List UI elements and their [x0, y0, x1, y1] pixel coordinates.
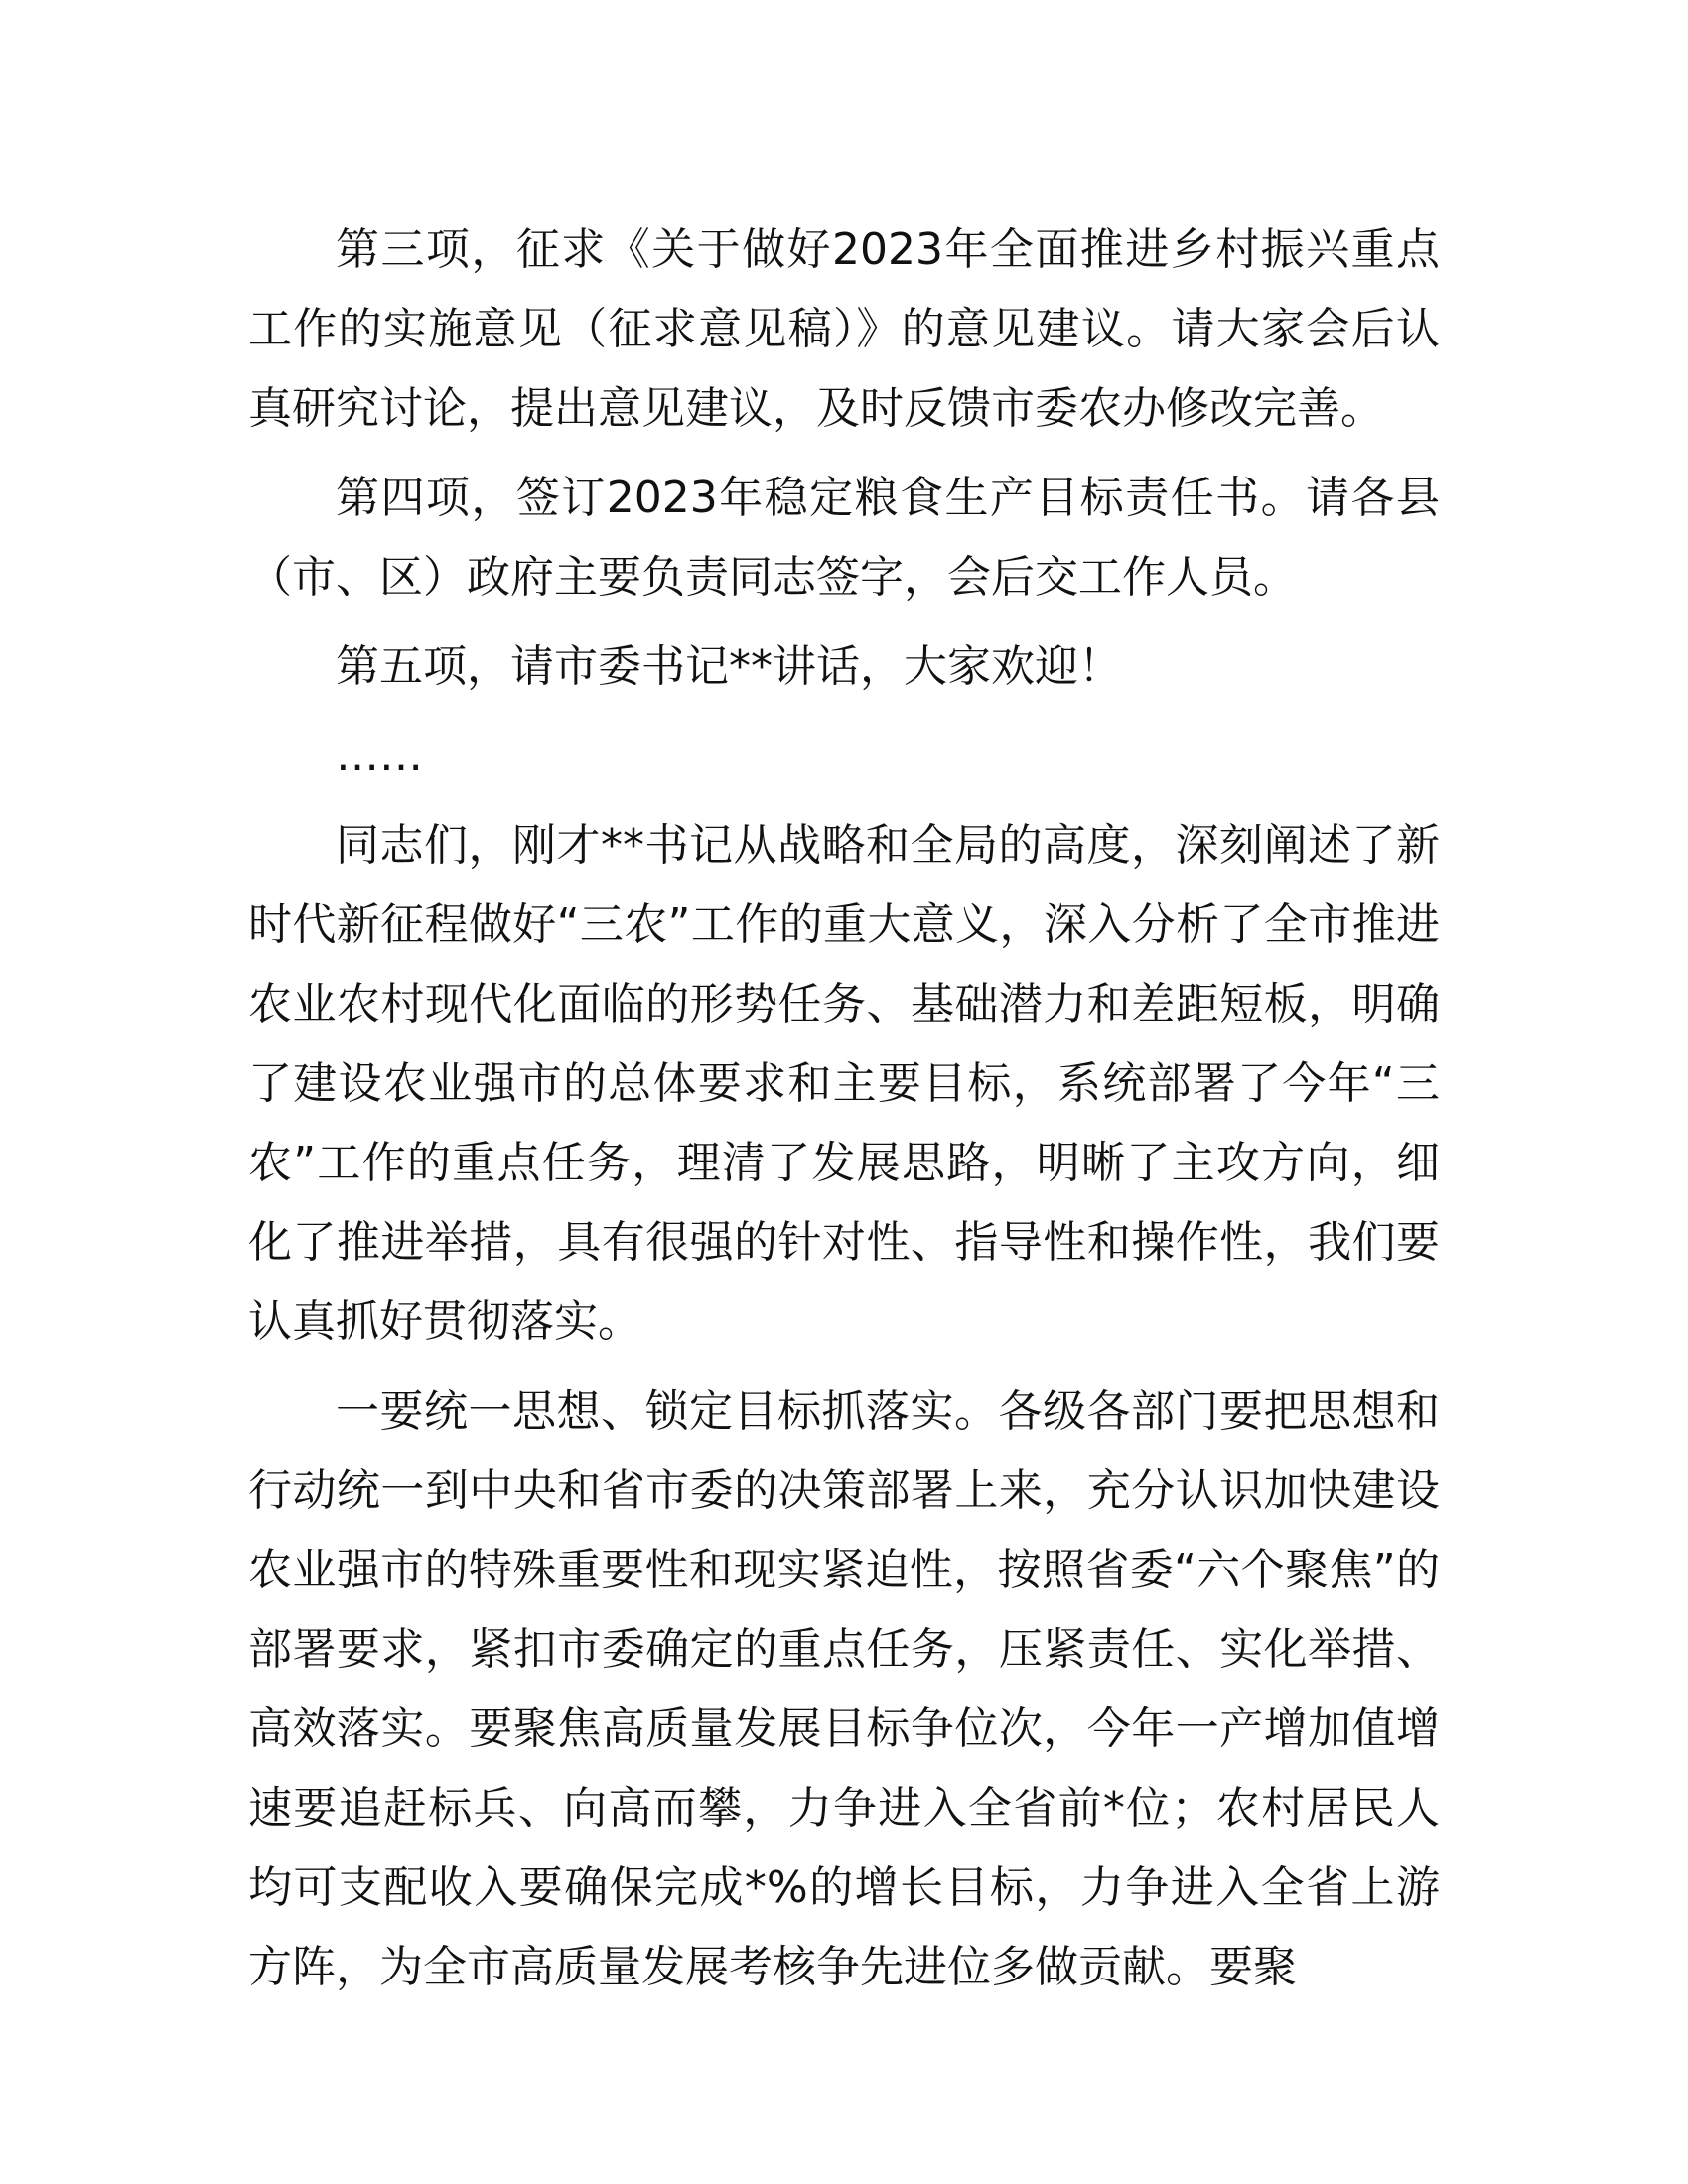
- ellipsis-paragraph: ……: [336, 731, 423, 781]
- paragraph-item-3: 第三项，征求《关于做好2023年全面推进乡村振兴重点工作的实施意见（征求意见稿）》的意见建议。请大家会后认真研究讨论，提出意见建议，及时反馈市委农办修改完善。: [248, 224, 1440, 434]
- paragraph-item-5: 第五项，请市委书记**讲话，大家欢迎！: [336, 641, 1122, 692]
- document-page: [248, 210, 1440, 2017]
- closing-remarks-paragraph: 同志们，刚才**书记从战略和全局的高度，深刻阐述了新时代新征程做好“三农”工作的重大意义，深入分析了全市推进农业农村现代化面临的形势任务、基础潜力和差距短板，明确了建设农业强市的总体要求和主要目标，系统部署了今年“三农”工作的重点任务，理清了发展思路，明晰了主攻方向，细化了推进举措，具有很强的针对性、指导性和操作性，我们要认真抓好贯彻落实。: [248, 820, 1440, 1347]
- paragraph-item-4: 第四项，签订2023年稳定粮食生产目标责任书。请各县（市、区）政府主要负责同志签字，会后交工作人员。: [248, 473, 1440, 603]
- requirement-one-paragraph: 一要统一思想、锁定目标抓落实。各级各部门要把思想和行动统一到中央和省市委的决策部署上来，充分认识加快建设农业强市的特殊重要性和现实紧迫性，按照省委“六个聚焦”的部署要求，紧扣市委确定的重点任务，压紧责任、实化举措、高效落实。要聚焦高质量发展目标争位次，今年一产增加值增速要追赶标兵、向高而攀，力争进入全省前*位；农村居民人均可支配收入要确保完成*%的增长目标，力争进入全省上游方阵，为全市高质量发展考核争先进位多做贡献。要聚: [248, 1386, 1440, 1992]
